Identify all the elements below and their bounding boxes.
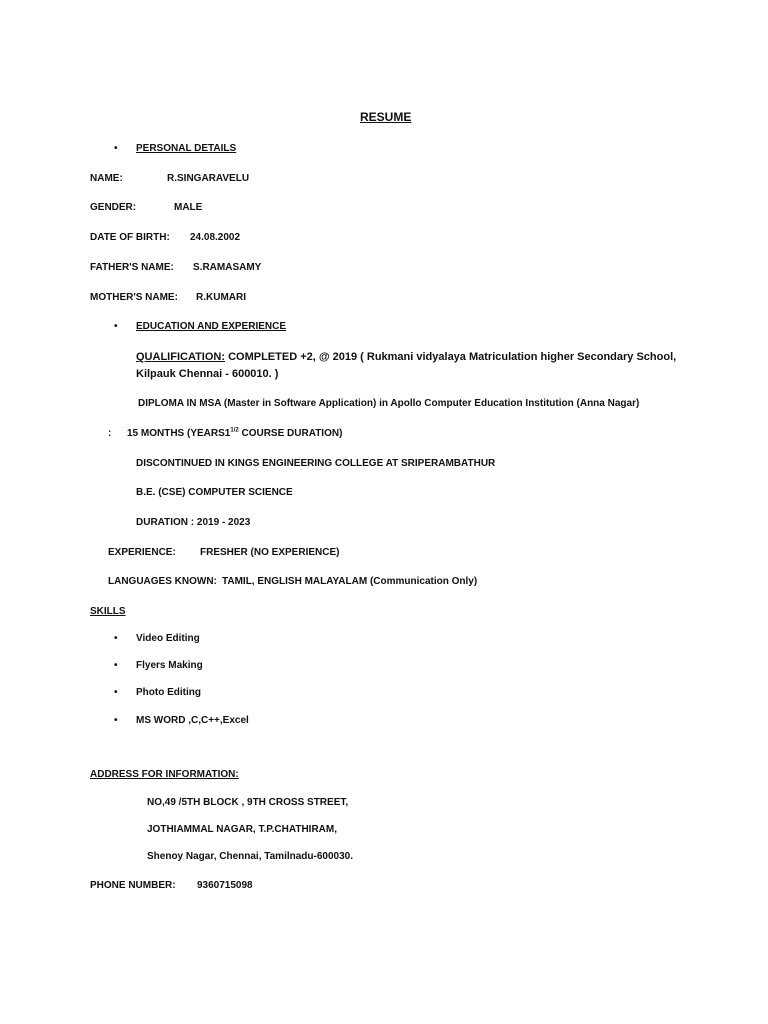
qualification-label: QUALIFICATION: [136,351,226,363]
phone-label: PHONE NUMBER: [90,880,176,891]
father-name-label: FATHER'S NAME: [90,262,174,273]
qualification-text: COMPLETED +2, @ 2019 ( Rukmani vidyalaya Matriculation higher Secondary School, [228,351,677,363]
address-line: NO,49 /5TH BLOCK , 9TH CROSS STREET, [147,797,349,808]
qualification-line-2: Kilpauk Chennai - 600010. ) [136,368,279,380]
skill-item: MS WORD ,C,C++,Excel [136,715,249,726]
duration-colon: : [108,428,112,439]
gender-value: MALE [174,202,203,213]
education-heading: EDUCATION AND EXPERIENCE [136,321,287,332]
bullet-icon: • [114,321,118,332]
degree-duration: DURATION : 2019 - 2023 [136,517,251,528]
mother-name-label: MOTHER'S NAME: [90,292,178,303]
address-line: JOTHIAMMAL NAGAR, T.P.CHATHIRAM, [147,824,337,835]
languages-label: LANGUAGES KNOWN: [108,576,217,587]
experience-label: EXPERIENCE: [108,547,176,558]
phone-value: 9360715098 [197,880,253,891]
bullet-icon: • [114,687,118,698]
skill-item: Photo Editing [136,687,201,698]
bullet-icon: • [114,143,118,154]
bullet-icon: • [114,715,118,726]
qualification-line-1 [136,351,676,363]
father-name-value: S.RAMASAMY [193,262,262,273]
address-line: Shenoy Nagar, Chennai, Tamilnadu-600030. [147,851,353,862]
diploma-text: DIPLOMA IN MSA (Master in Software Application) in Apollo Computer Education Institution (Anna Nagar) [138,398,640,409]
name-label: NAME: [90,173,123,184]
name-value: R.SINGARAVELU [167,173,250,184]
gender-label: GENDER: [90,202,137,213]
bullet-icon: • [114,660,118,671]
experience-value: FRESHER (NO EXPERIENCE) [200,547,340,558]
mother-name-value: R.KUMARI [196,292,246,303]
skill-item: Video Editing [136,633,200,644]
diploma-duration: 15 MONTHS ($YEARS1^{1/2}$ COURSE DURATION) [127,427,343,439]
discontinued-text: DISCONTINUED IN KINGS ENGINEERING COLLEGE AT SRIPERAMBATHUR [136,458,496,469]
languages-value: TAMIL, ENGLISH MALAYALAM (Communication Only) [222,576,478,587]
skills-heading: SKILLS [90,606,126,617]
skill-item: Flyers Making [136,660,203,671]
dob-value: 24.08.2002 [190,232,241,243]
personal-details-heading: PERSONAL DETAILS [136,143,237,154]
address-heading: ADDRESS FOR INFORMATION: [90,769,239,780]
bullet-icon: • [114,633,118,644]
dob-label: DATE OF BIRTH: [90,232,170,243]
page-title: RESUME [360,110,412,124]
degree-text: B.E. (CSE) COMPUTER SCIENCE [136,487,293,498]
